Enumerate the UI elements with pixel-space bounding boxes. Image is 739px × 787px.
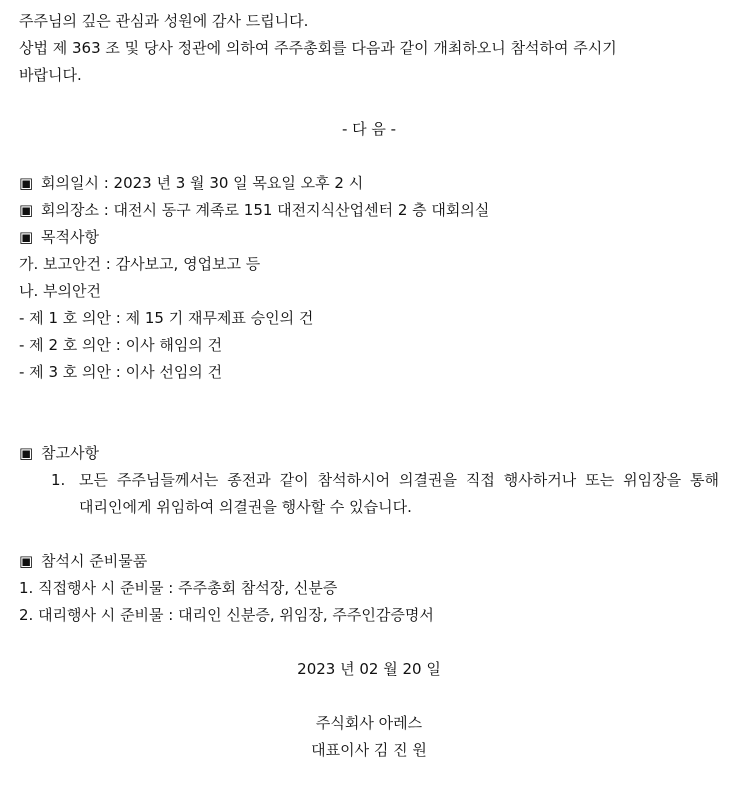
meeting-place: 회의장소 : 대전시 동구 계족로 151 대전지식산업센터 2 층 대회의실 <box>41 201 490 219</box>
meeting-date: 회의일시 : 2023 년 3 월 30 일 목요일 오후 2 시 <box>41 174 364 192</box>
section-heading: - 다 음 - <box>341 120 397 138</box>
ceo-name: 대표이사 김 진 원 <box>311 741 427 759</box>
spacer <box>19 683 719 710</box>
square-bullet-icon: ▣ <box>19 444 34 462</box>
purpose-title: 목적사항 <box>41 228 99 246</box>
spacer <box>19 89 719 116</box>
notes-item <box>51 467 719 521</box>
agenda-item: - 제 1 호 의안 : 제 15 기 재무제표 승인의 건 <box>19 309 314 327</box>
notice-text: 상법 제 363 조 및 당사 정관에 의하여 주주총회를 다음과 같이 개최하오니 참석하여 주시기 <box>19 39 617 57</box>
agenda-item: - 제 3 호 의안 : 이사 선임의 건 <box>19 363 223 381</box>
square-bullet-icon: ▣ <box>19 201 34 219</box>
spacer <box>19 143 719 170</box>
greeting-text: 주주님의 깊은 관심과 성원에 감사 드립니다. <box>19 12 309 30</box>
square-bullet-icon: ▣ <box>19 552 34 570</box>
notes-title: 참고사항 <box>41 444 99 462</box>
notice-text-continued: 바랍니다. <box>19 66 82 84</box>
meeting-date-row <box>19 170 719 197</box>
resolution-items-title: 나. 부의안건 <box>19 282 101 300</box>
prep-item: 2. 대리행사 시 준비물 : 대리인 신분증, 위임장, 주주인감증명서 <box>19 606 434 624</box>
notes-title-row <box>19 440 719 467</box>
company-name: 주식회사 아레스 <box>315 714 423 732</box>
report-items: 가. 보고안건 : 감사보고, 영업보고 등 <box>19 255 261 273</box>
notes-item-text: 모든 주주님들께서는 종전과 같이 참석하시어 의결권을 직접 행사하거나 또는 위임장을 통해 대리인에게 위임하여 의결권을 행사할 수 있습니다. <box>79 471 719 516</box>
notice-document <box>19 8 719 764</box>
spacer <box>19 413 719 440</box>
purpose-title-row <box>19 224 719 251</box>
prep-title: 참석시 준비물품 <box>41 552 148 570</box>
square-bullet-icon: ▣ <box>19 174 34 192</box>
meeting-place-row <box>19 197 719 224</box>
prep-title-row <box>19 548 719 575</box>
issue-date: 2023 년 02 월 20 일 <box>297 660 441 678</box>
agenda-item: - 제 2 호 의안 : 이사 해임의 건 <box>19 336 223 354</box>
prep-item: 1. 직접행사 시 준비물 : 주주총회 참석장, 신분증 <box>19 579 338 597</box>
notes-item-number: 1. <box>51 471 66 489</box>
square-bullet-icon: ▣ <box>19 228 34 246</box>
spacer <box>19 386 719 413</box>
spacer <box>19 629 719 656</box>
spacer <box>19 521 719 548</box>
